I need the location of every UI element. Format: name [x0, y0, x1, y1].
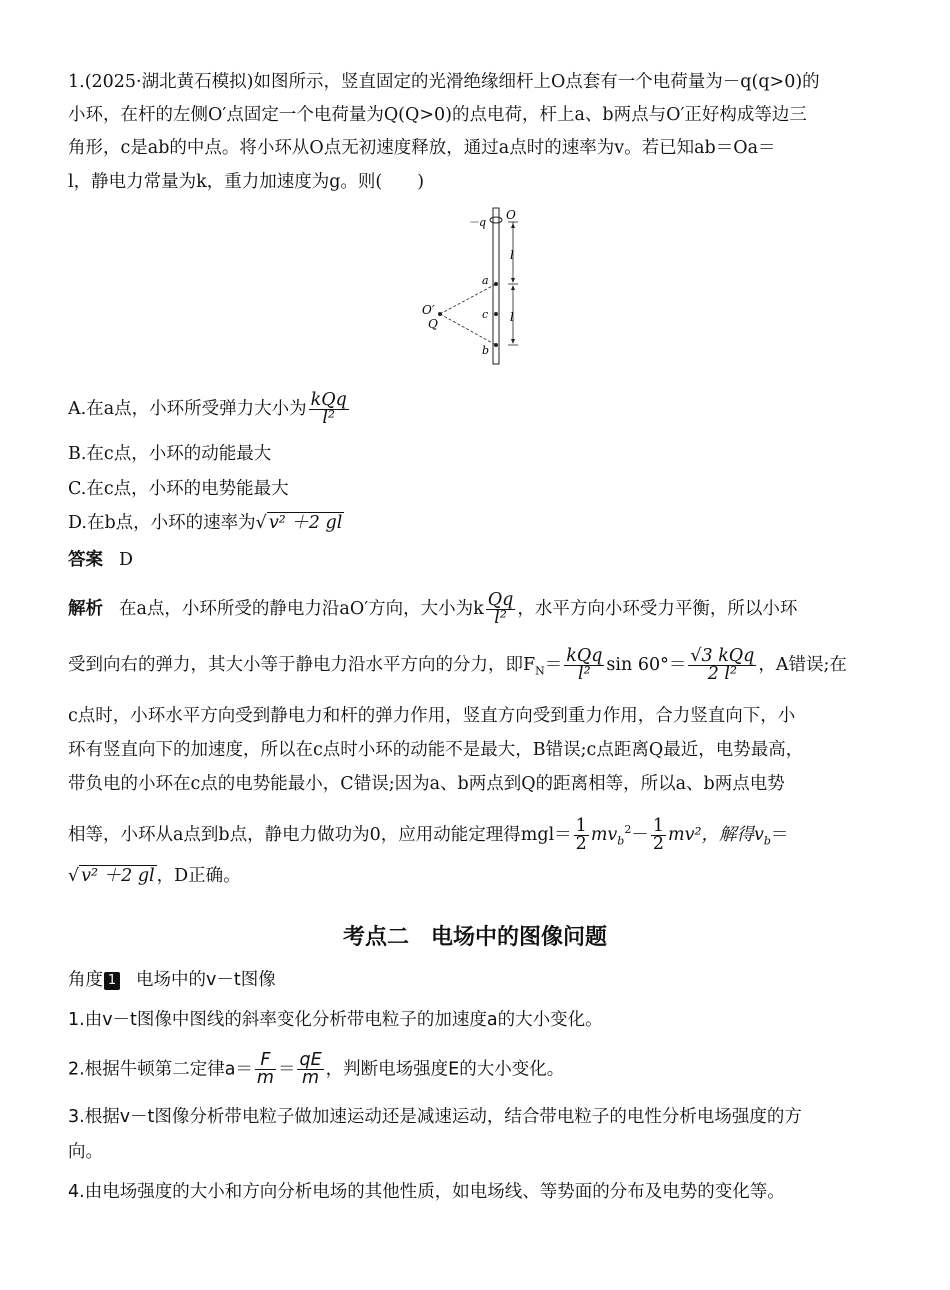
question-line-3: 角形，c是ab的中点。将小环从O点无初速度释放，通过a点时的速率为v。若已知ab＝Oa＝ — [68, 138, 776, 158]
question-line-4: l，静电力常量为k，重力加速度为g。则( ) — [68, 172, 425, 192]
analysis-line-1: 解析 在a点，小环所受的静电力沿aO′方向，大小为k $\frac{Qq}{\text{l²}}$ ，水平方向小环受力平衡，所以小环 — [68, 590, 798, 628]
rod-charge-figure — [418, 204, 528, 369]
angle-number-badge: 1 — [104, 972, 120, 990]
label-Q: Q — [428, 317, 438, 331]
option-a: A.在a点，小环所受弹力大小为 $\frac{\text{kQq}}{\text{l²}}$ — [68, 390, 347, 428]
analysis-line-7: √ v² ＋2 gl ，D正确。 — [68, 866, 241, 886]
label-a: a — [482, 274, 489, 287]
point-3-line-1: 3.根据v－t图像分析带电粒子做加速运动还是减速运动，结合带电粒子的电性分析电场强度的方 — [68, 1107, 802, 1127]
option-c: C.在c点，小环的电势能最大 — [68, 479, 289, 499]
angle-heading: 角度 1 电场中的v－t图像 — [68, 970, 276, 990]
point-4: 4.由电场强度的大小和方向分析电场的其他性质，如电场线、等势面的分布及电势的变化等。 — [68, 1182, 785, 1202]
question-line-1: 1.(2025·湖北黄石模拟)如图所示，竖直固定的光滑绝缘细杆上O点套有一个电荷量为－q(q>0)的 — [68, 72, 820, 92]
label-O: O — [506, 208, 516, 222]
section-title: 考点二 电场中的图像问题 — [342, 925, 607, 950]
point-c-dot — [494, 312, 498, 316]
label-minus-q: －q — [468, 216, 487, 229]
label-b: b — [482, 344, 490, 357]
label-c: c — [482, 308, 489, 321]
analysis-line-3: c点时，小环水平方向受到静电力和杆的弹力作用，竖直方向受到重力作用，合力竖直向下，小 — [68, 706, 796, 726]
label-l-upper: l — [510, 248, 514, 262]
analysis-line-6: 相等，小环从a点到b点，静电力做功为0，应用动能定理得mgl＝ $\frac{1}{2}$ $mv_b^2-$ $\frac{1}{2}$ mv²，解得$v_b=$ — [68, 816, 789, 854]
point-1: 1.由v－t图像中图线的斜率变化分析带电粒子的加速度a的大小变化。 — [68, 1010, 603, 1030]
option-b: B.在c点，小环的动能最大 — [68, 444, 272, 464]
analysis-line-5: 带负电的小环在c点的电势能最小，C错误;因为a、b两点到Q的距离相等，所以a、b两点电势 — [68, 774, 785, 794]
point-2: 2.根据牛顿第二定律a＝ $\frac{F}{m}$ ＝ $\frac{qE}{m}$ ，判断电场强度E的大小变化。 — [68, 1050, 565, 1088]
answer-line: 答案 D — [68, 550, 134, 570]
option-d: D.在b点，小环的速率为√ v² ＋2 gl — [68, 513, 343, 533]
label-O-prime: O′ — [422, 303, 435, 317]
analysis-line-4: 环有竖直向下的加速度，所以在c点时小环的动能不是最大，B错误;c点距离Q最近，电势最高， — [68, 740, 804, 760]
label-l-lower: l — [510, 310, 514, 324]
question-line-2: 小环，在杆的左侧O′点固定一个电荷量为Q(Q>0)的点电荷，杆上a、b两点与O′正好构成等边三 — [68, 105, 807, 125]
analysis-line-2: 受到向右的弹力，其大小等于静电力沿水平方向的分力，即$F_N=$ $\frac{\text{kQq}}{\text{l²}}$ sin 60°＝ $\frac{\text{√3 kQq}}{\text{2 l²}}$ ，A错误;在 — [68, 646, 847, 684]
point-3-line-2: 向。 — [68, 1142, 103, 1162]
